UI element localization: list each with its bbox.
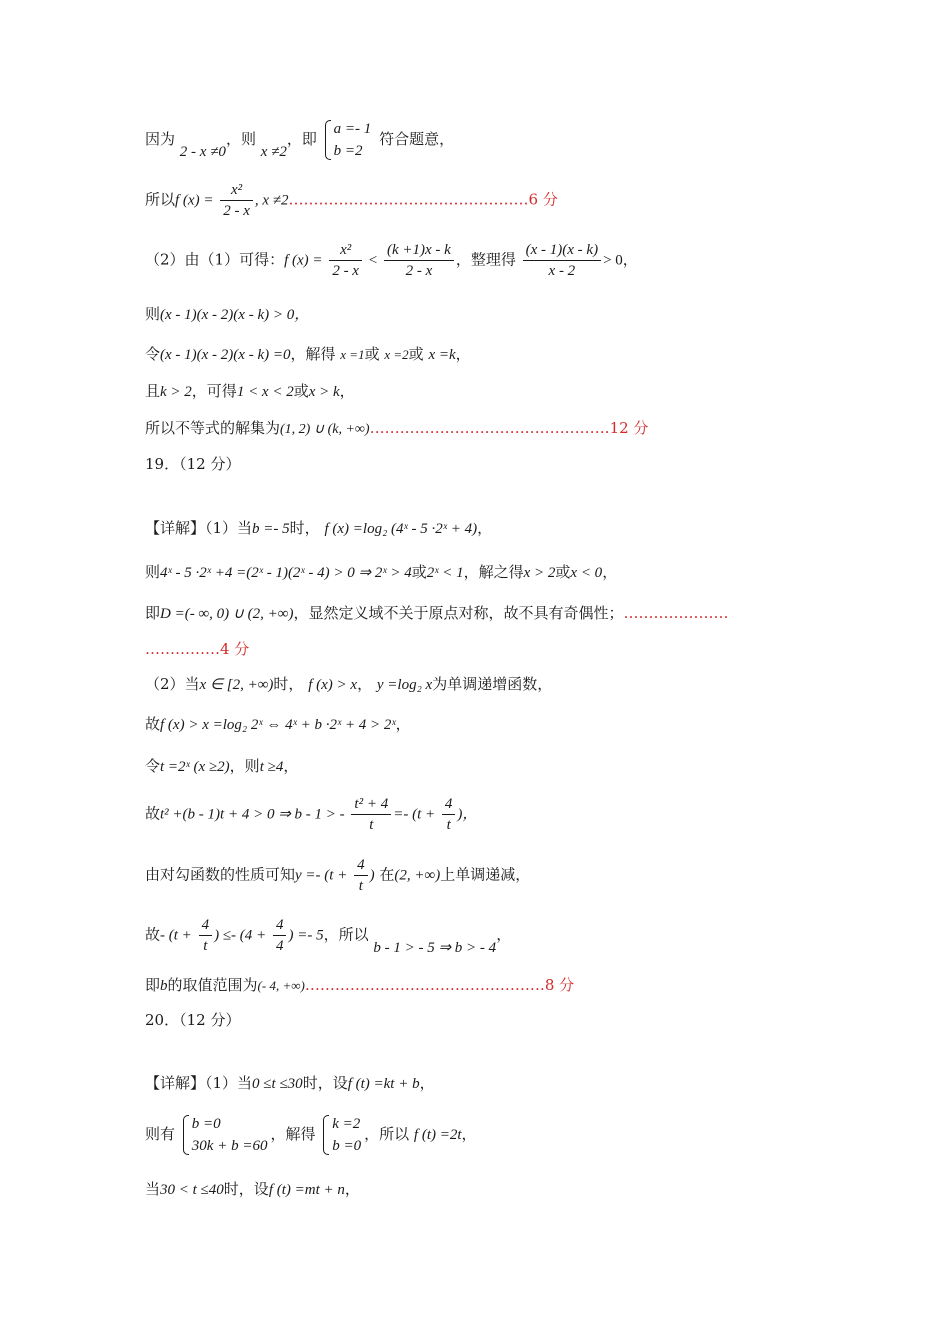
condition-2: x ≠2 xyxy=(260,144,287,160)
line-2: 所以f (x) = $\frac{\text{x²}}{2 - x}$ , x ≠2…………………………………………6 分 xyxy=(145,182,558,219)
fraction: $\frac{\text{x²}}{2 - x}$ xyxy=(220,180,253,221)
equation-system-3: k =2 b =0 xyxy=(323,1113,361,1157)
line-7: 所以不等式的解集为(1, 2) ∪ (k, +∞)…………………………………………12 分 xyxy=(145,419,649,437)
line-13: 故f (x) > x =log₂ 2ˣ ⇔ 4ˣ + b ·2ˣ + 4 > 2ˣ， xyxy=(145,715,411,733)
line-5: 令(x - 1)(x - 2)(x - k) =0，解得 x =1或 x =2或 x =k， xyxy=(145,345,471,363)
score-marker: …………………………………………6 分 xyxy=(288,190,558,209)
line-21: 当30 < t ≤40时，设f (t) =mt + n， xyxy=(145,1180,360,1198)
line-8: 【详解】（1）当b =- 5时， f (x) =log₂ (4ˣ - 5 ·2ˣ + 4)， xyxy=(145,519,493,537)
line-17: 故- (t + $\frac{4}{t}$ ) ≤- (4 + $\frac{4}{4}$ ) =- 5，所以 b - 1 > - 5 ⇒ b > - 4， xyxy=(145,917,512,956)
line-1: 因为 2 - x ≠0，则 x ≠2，即 a =- 1 b =2 符合题意， xyxy=(145,118,454,162)
line-12: （2）当x ∈ [2, +∞)时， f (x) > x， y =log₂ x为单调递增函数， xyxy=(145,675,553,693)
line-4: 则(x - 1)(x - 2)(x - k) > 0， xyxy=(145,305,310,323)
score-marker: …………………………………………8 分 xyxy=(304,976,575,994)
condition-1: 2 - x ≠0 xyxy=(179,144,226,160)
line-16: 由对勾函数的性质可知y =- (t + $\frac{4}{t}$ ) 在(2, +∞)上单调递减， xyxy=(145,857,531,894)
score-marker: ………………… xyxy=(623,604,729,622)
line-18: 即b的取值范围为(- 4, +∞)…………………………………………8 分 xyxy=(145,976,575,994)
line-15: 故t² +(b - 1)t + 4 > 0 ⇒ b - 1 > - $\frac{\text{t² + 4}}{t}$ =- (t + $\frac{4}{t}$ )， xyxy=(145,796,478,833)
line-19: 【详解】（1）当0 ≤t ≤30时，设f (t) =kt + b， xyxy=(145,1074,435,1092)
equation-system-1: a =- 1 b =2 xyxy=(325,118,372,162)
equation-system-2: b =0 30k + b =60 xyxy=(183,1113,268,1157)
question-20-heading: 20．（12 分） xyxy=(145,1011,241,1029)
line-20: 则有 b =0 30k + b =60 ，解得 k =2 b =0 ，所以 f (t) =2t， xyxy=(145,1113,477,1157)
line-3: （2）由（1）可得：f (x) = $\frac{\text{x²}}{2 - x}$ < $\frac{(k +1)x - k}{2 - x}$ ，整理得 $\frac{(x - 1)(x - k)}{x - 2}$ > 0， xyxy=(145,242,638,279)
line-9: 则4ˣ - 5 ·2ˣ +4 =(2ˣ - 1)(2ˣ - 4) > 0 ⇒ 2ˣ > 4或2ˣ < 1，解之得x > 2或x < 0， xyxy=(145,563,618,581)
question-19-heading: 19．（12 分） xyxy=(145,455,241,473)
line-10: 即D =(- ∞, 0) ∪ (2, +∞)，显然定义域不关于原点对称，故不具有奇偶性；………………… xyxy=(145,604,729,622)
score-marker: …………………………………………12 分 xyxy=(369,419,649,437)
line-14: 令t =2ˣ (x ≥2)，则t ≥4， xyxy=(145,757,299,775)
score-marker-continued: ……………4 分 xyxy=(145,640,250,658)
line-6: 且k > 2，可得1 < x < 2或x > k， xyxy=(145,382,355,400)
